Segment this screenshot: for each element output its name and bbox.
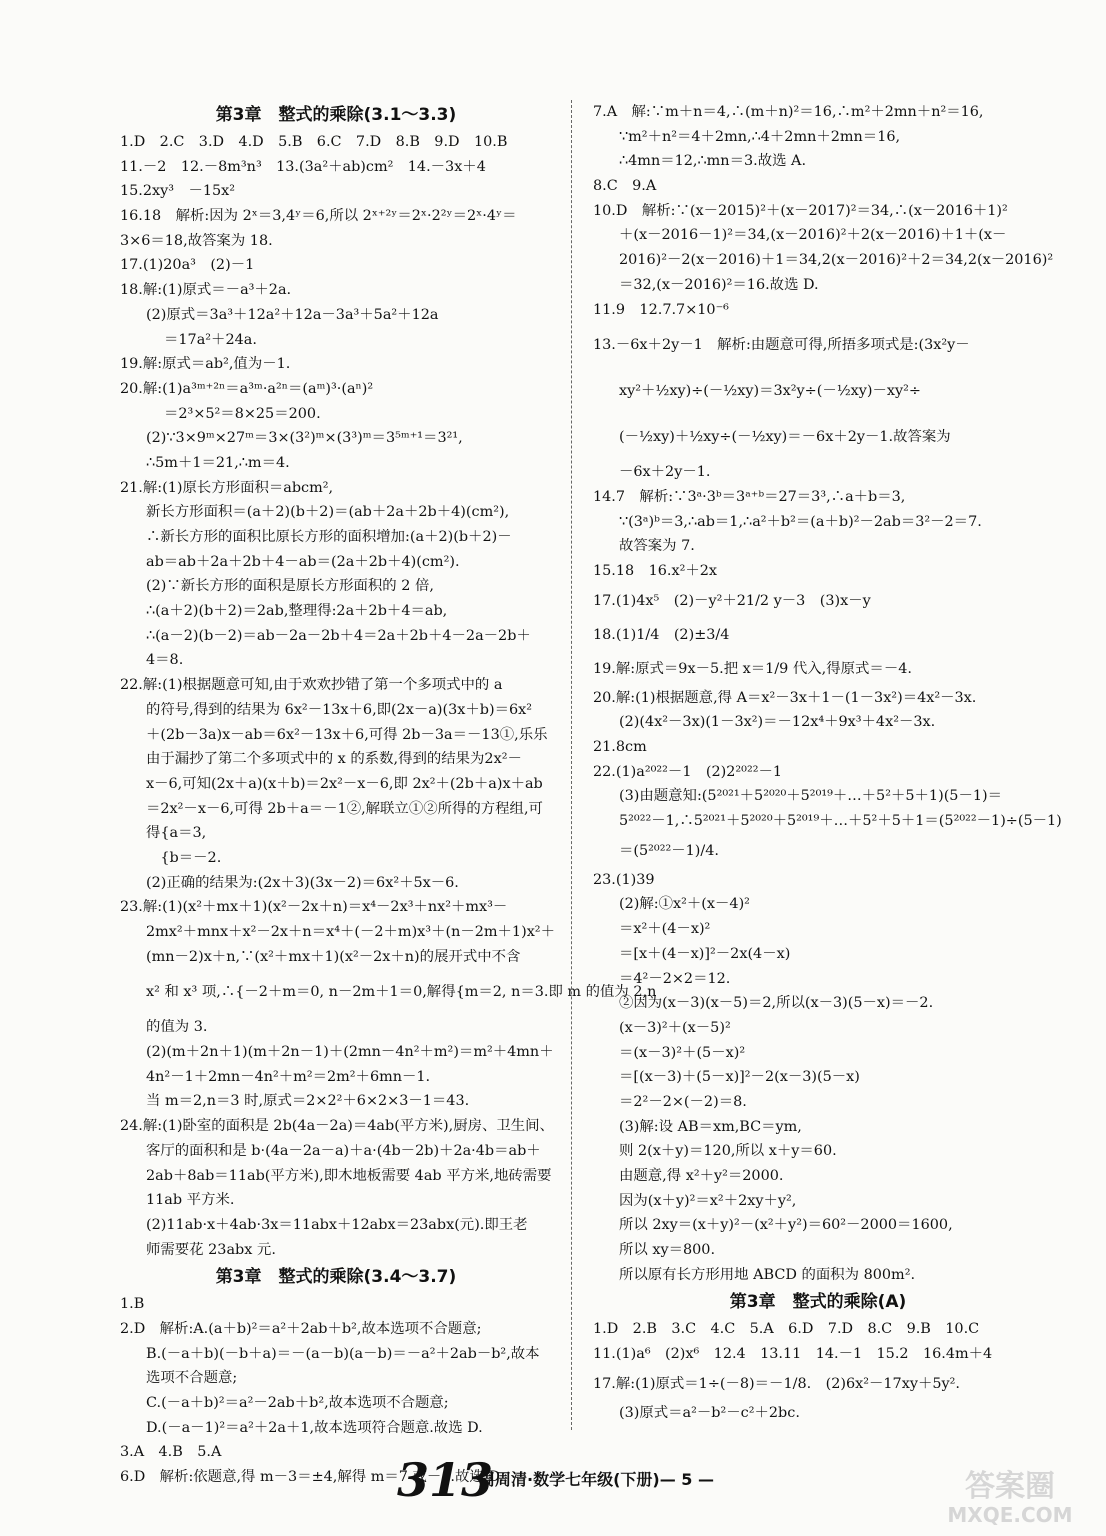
answer-line: 20.解:(1)根据题意,得 A＝x²－3x＋1－(1－3x²)＝4x²－3x. <box>593 689 977 706</box>
footer-text: 周周清·数学七年级(下册)— 5 — <box>479 1469 714 1489</box>
answer-line: ab＝ab＋2a＋2b＋4－ab＝(2a＋2b＋4)(cm²). <box>146 553 460 570</box>
answer-line: 选项不合题意; <box>146 1370 238 1387</box>
answer-line: 11.－2 12.－8m³n³ 13.(3a²＋ab)cm² 14.－3x＋4 <box>120 158 486 175</box>
answer-line: ＝4²－2×2＝12. <box>619 970 731 987</box>
answer-line: 8.C 9.A <box>593 178 657 195</box>
watermark <box>935 1470 1085 1528</box>
answer-line: ②因为(x－3)(x－5)＝2,所以(x－3)(5－x)＝－2. <box>619 995 934 1012</box>
answer-line: (2)11ab·x＋4ab·3x＝11abx＋12abx＝23abx(元).即王老 <box>146 1216 528 1233</box>
answer-line: ＋(x－2016－1)²＝34,(x－2016)²＋2(x－2016)＋1＋(x－ <box>619 227 1007 244</box>
page-footer <box>395 1448 815 1508</box>
logo-text: 313 <box>397 1453 494 1507</box>
answer-line: C.(－a＋b)²＝a²－2ab＋b²,故本选项不合题意; <box>146 1395 449 1411</box>
answer-line: 23.(1)39 <box>593 871 655 888</box>
answer-line: 10.D 解析:∵(x－2015)²＋(x－2017)²＝34,∴(x－2016＋1)² <box>593 202 1008 219</box>
answer-line: 所以 xy＝800. <box>619 1242 716 1259</box>
answer-line: 19.解:原式＝ab²,值为－1. <box>120 356 291 373</box>
answer-line: 由题意,得 x²＋y²＝2000. <box>619 1168 784 1184</box>
answer-line: (2)原式＝3a³＋12a²＋12a－3a³＋5a²＋12a <box>146 306 439 323</box>
answer-line: ∵m²＋n²＝4＋2mn,∴4＋2mn＋2mn＝16, <box>619 128 901 145</box>
answer-line: 4＝8. <box>146 652 184 669</box>
answer-line: 所以原有长方形用地 ABCD 的面积为 800m². <box>619 1266 916 1283</box>
answer-line: (2)∵3×9ᵐ×27ᵐ＝3×(3²)ᵐ×(3³)ᵐ＝3⁵ᵐ⁺¹＝3²¹, <box>146 430 463 447</box>
answer-line: 1.D 2.C 3.D 4.D 5.B 6.C 7.D 8.B 9.D 10.B <box>120 134 508 150</box>
answer-line: (3)解:设 AB＝xm,BC＝ym, <box>619 1118 802 1135</box>
answer-line: ＋(2b－3a)x－ab＝6x²－13x＋6,可得 2b－3a＝－13①,乐乐 <box>146 726 548 743</box>
answer-line: (2)∵新长方形的面积是原长方形面积的 2 倍, <box>146 578 434 595</box>
answer-line: 3.A 4.B 5.A <box>120 1444 222 1461</box>
answer-line: (－½xy)＋½xy÷(－½xy)＝－6x＋2y－1.故答案为 <box>619 429 951 446</box>
answer-line: 得{a＝3, <box>146 825 207 842</box>
answer-line: x－6,可知(2x＋a)(x＋b)＝2x²－x－6,即 2x²＋(2b＋a)x＋ab <box>146 775 543 792</box>
answer-line: ∴5m＋1＝21,∴m＝4. <box>146 454 290 471</box>
column-divider <box>571 100 572 1430</box>
answer-line: 22.(1)a²⁰²²－1 (2)2²⁰²²－1 <box>593 763 783 780</box>
answer-line: ＝x²＋(4－x)² <box>619 921 711 938</box>
answer-line: (2)解:①x²＋(x－4)² <box>619 896 750 913</box>
section-heading: 第3章 整式的乘除(A) <box>729 1292 907 1313</box>
answer-line: 新长方形面积＝(a＋2)(b＋2)＝(ab＋2a＋2b＋4)(cm²), <box>146 504 510 521</box>
answer-line: 6.D 解析:依题意,得 m－3＝±4,解得 m＝7 或－1.故选 D. <box>120 1469 504 1486</box>
publisher-logo <box>395 1448 494 1508</box>
answer-line: ＝[(x－3)＋(5－x)]²－2(x－3)(5－x) <box>619 1069 860 1086</box>
answer-line: ＝2²－2×(－2)＝8. <box>619 1093 747 1110</box>
answer-line: ∴(a－2)(b－2)＝ab－2a－2b＋4＝2a＋2b＋4－2a－2b＋ <box>146 627 531 644</box>
answer-line: ∵(3ᵃ)ᵇ＝3,∴ab＝1,∴a²＋b²＝(a＋b)²－2ab＝3²－2＝7. <box>619 513 982 530</box>
answer-line: 2016)²－2(x－2016)＋1＝34,2(x－2016)²＋2＝34,2(x－2016)² <box>619 252 1054 269</box>
answer-line: 15.2xy³ －15x² <box>120 183 236 200</box>
answer-line: ＝17a²＋24a. <box>164 331 257 348</box>
answer-line: 17.(1)20a³ (2)－1 <box>120 257 255 274</box>
answer-line: 2mx²＋mnx＋x²－2x＋n＝x⁴＋(－2＋m)x³＋(n－2m＋1)x²＋ <box>146 924 555 940</box>
answer-line: 18.(1)1/4 (2)±3/4 <box>593 626 730 643</box>
answer-line: 5²⁰²²－1,∴5²⁰²¹＋5²⁰²⁰＋5²⁰¹⁹＋…＋5²＋5＋1＝(5²⁰²²－1)÷(5－1) <box>619 813 1062 830</box>
answer-line: 2.D 解析:A.(a＋b)²＝a²＋2ab＋b²,故本选项不合题意; <box>120 1320 482 1337</box>
answer-line: 19.解:原式＝9x－5.把 x＝1/9 代入,得原式＝－4. <box>593 660 912 677</box>
answer-line: (x－3)²＋(x－5)² <box>619 1019 731 1036</box>
answer-line: ∴(a＋2)(b＋2)＝2ab,整理得:2a＋2b＋4＝ab, <box>146 603 448 620</box>
section-heading: 第3章 整式的乘除(3.1～3.3) <box>215 105 457 125</box>
answer-line: ＝32,(x－2016)²＝16.故选 D. <box>619 276 819 293</box>
answer-line: xy²＋½xy)÷(－½xy)＝3x²y÷(－½xy)－xy²÷ <box>619 383 921 400</box>
answer-line: 因为(x＋y)²＝x²＋2xy＋y², <box>619 1192 797 1209</box>
answer-line: 的值为 3. <box>146 1019 208 1036</box>
answer-line: 11.(1)a⁶ (2)x⁶ 12.4 13.11 14.－1 15.2 16.4m＋4 <box>593 1346 993 1363</box>
answer-line: 18.解:(1)原式＝－a³＋2a. <box>120 282 292 299</box>
answer-line: 14.7 解析:∵3ᵃ·3ᵇ＝3ᵃ⁺ᵇ＝27＝3³,∴a＋b＝3, <box>593 488 906 505</box>
answer-line: 23.解:(1)(x²＋mx＋1)(x²－2x＋n)＝x⁴－2x³＋nx²＋mx³－ <box>120 899 508 916</box>
answer-line: ＝2x²－x－6,可得 2b＋a＝－1②,解联立①②所得的方程组,可 <box>146 800 543 817</box>
answer-line: 7.A 解:∵m＋n＝4,∴(m＋n)²＝16,∴m²＋2mn＋n²＝16, <box>593 104 984 120</box>
answer-line: 17.(1)4x⁵ (2)－y²＋21/2 y－3 (3)x－y <box>593 592 871 609</box>
answer-line: 11.9 12.7.7×10⁻⁶ <box>593 301 729 318</box>
answer-line: 当 m＝2,n＝3 时,原式＝2×2²＋6×2×3－1＝43. <box>146 1093 470 1110</box>
answer-line: x² 和 x³ 项,∴{－2＋m＝0, n－2m＋1＝0,解得{m＝2, n＝3.即 m 的值为 2,n <box>146 984 657 1001</box>
answer-line: {b＝－2. <box>146 849 222 866</box>
answer-line: 21.8cm <box>593 739 647 755</box>
answer-line: 故答案为 7. <box>619 538 695 555</box>
right-column <box>593 100 1062 1426</box>
answer-line: (2)(4x²－3x)(1－3x²)＝－12x⁴＋9x³＋4x²－3x. <box>619 714 936 731</box>
answer-line: 15.18 16.x²＋2x <box>593 562 718 579</box>
section-heading: 第3章 整式的乘除(3.4～3.7) <box>215 1267 457 1288</box>
answer-line: 2ab＋8ab＝11ab(平方米),即木地板需要 4ab 平方米,地砖需要 <box>146 1167 552 1184</box>
answer-line: 13.－6x＋2y－1 解析:由题意可得,所捂多项式是:(3x²y－ <box>593 337 970 354</box>
answer-line: (2)正确的结果为:(2x＋3)(3x－2)＝6x²＋5x－6. <box>146 874 459 891</box>
answer-line: 由于漏抄了第二个多项式中的 x 的系数,得到的结果为2x²－ <box>146 751 522 768</box>
answer-line: (2)(m＋2n＋1)(m＋2n－1)＋(2mn－4n²＋m²)＝m²＋4mn＋ <box>146 1044 554 1061</box>
answer-line: 4n²－1＋2mn－4n²＋m²＝2m²＋6mn－1. <box>146 1068 431 1085</box>
answer-line: ＝(5²⁰²²－1)/4. <box>619 842 719 859</box>
answer-line: ＝(x－3)²＋(5－x)² <box>619 1044 746 1061</box>
watermark-top: 答案圈 <box>965 1469 1055 1504</box>
answer-line: 师需要花 23abx 元. <box>146 1241 276 1258</box>
answer-line: 21.解:(1)原长方形面积＝abcm², <box>120 479 334 496</box>
answer-line: 20.解:(1)a³ᵐ⁺²ⁿ＝a³ᵐ·a²ⁿ＝(aᵐ)³·(aⁿ)² <box>120 380 374 397</box>
answer-line: ＝[x＋(4－x)]²－2x(4－x) <box>619 945 791 962</box>
answer-line: 客厅的面积和是 b·(4a－2a－a)＋a·(4b－2b)＋2a·4b＝ab＋ <box>146 1142 541 1159</box>
answer-line: 24.解:(1)卧室的面积是 2b(4a－2a)＝4ab(平方米),厨房、卫生间、 <box>120 1118 554 1135</box>
answer-line: 1.B <box>120 1296 145 1313</box>
answer-line: D.(－a－1)²＝a²＋2a＋1,故本选项符合题意.故选 D. <box>146 1419 483 1436</box>
answer-line: 11ab 平方米. <box>146 1192 235 1209</box>
answer-line: ∴4mn＝12,∴mn＝3.故选 A. <box>619 153 807 170</box>
answer-line: －6x＋2y－1. <box>619 464 711 481</box>
answer-line: ＝2³×5²＝8×25＝200. <box>164 405 321 422</box>
answer-line: (3)由题意知:(5²⁰²¹＋5²⁰²⁰＋5²⁰¹⁹＋…＋5²＋5＋1)(5－1)＝ <box>619 788 1003 805</box>
answer-line: 所以 2xy＝(x＋y)²－(x²＋y²)＝60²－2000＝1600, <box>619 1217 953 1234</box>
watermark-bottom: MXQE.COM <box>947 1503 1073 1527</box>
answer-line: 16.18 解析:因为 2ˣ＝3,4ʸ＝6,所以 2ˣ⁺²ʸ＝2ˣ·2²ʸ＝2ˣ·4ʸ＝ <box>120 208 517 225</box>
answer-line: 则 2(x＋y)＝120,所以 x＋y＝60. <box>619 1143 837 1160</box>
answer-line: ∴新长方形的面积比原长方形的面积增加:(a＋2)(b＋2)－ <box>146 529 512 545</box>
answer-line: B.(－a＋b)(－b＋a)＝－(a－b)(a－b)＝－a²＋2ab－b²,故本 <box>146 1345 540 1362</box>
answer-line: 1.D 2.B 3.C 4.C 5.A 6.D 7.D 8.C 9.B 10.C <box>593 1321 980 1338</box>
answer-line: (mn－2)x＋n,∵(x²＋mx＋1)(x²－2x＋n)的展开式中不含 <box>146 948 521 965</box>
answer-line: 22.解:(1)根据题意可知,由于欢欢抄错了第一个多项式中的 a <box>120 677 503 694</box>
answer-line: 17.解:(1)原式＝1÷(－8)＝－1/8. (2)6x²－17xy＋5y². <box>593 1375 960 1392</box>
answer-line: 的符号,得到的结果为 6x²－13x＋6,即(2x－a)(3x＋b)＝6x² <box>146 701 533 718</box>
answer-line: (3)原式＝a²－b²－c²＋2bc. <box>619 1404 800 1421</box>
answer-line: 3×6＝18,故答案为 18. <box>120 232 273 249</box>
